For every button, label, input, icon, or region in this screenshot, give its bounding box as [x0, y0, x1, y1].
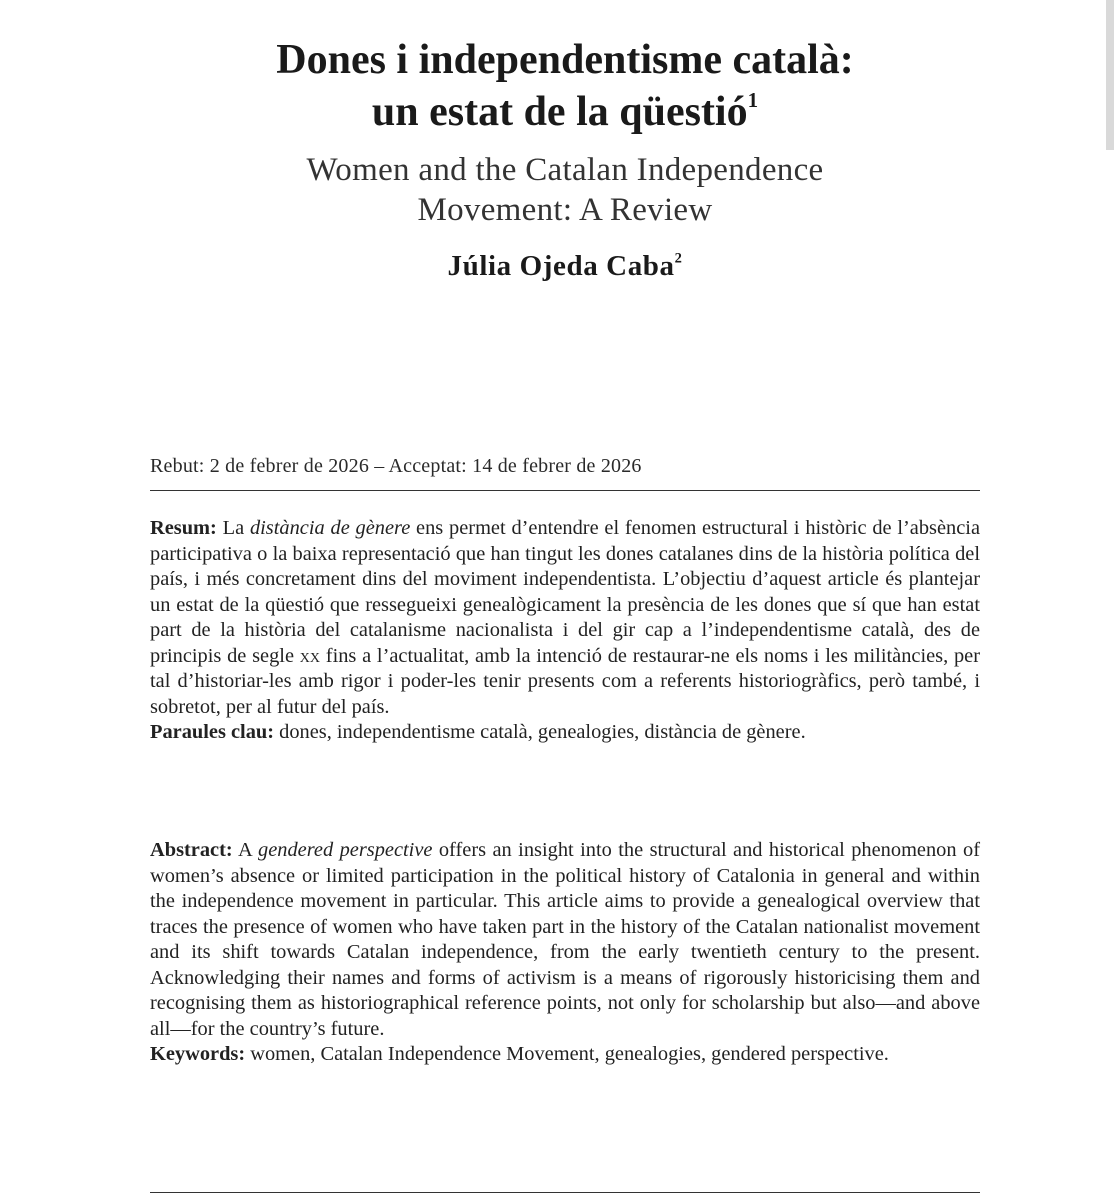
article-subtitle [150, 150, 980, 230]
resum-keywords [150, 720, 980, 746]
article-page [150, 34, 981, 1065]
author-name: Júlia Ojeda Caba [447, 250, 675, 282]
abstract-keywords [150, 1042, 980, 1068]
received-accepted-dates: Rebut: 2 de febrer de 2026 – Acceptat: 14 de febrer de 2026 [150, 455, 642, 477]
article-title [150, 34, 980, 138]
title-line-2: un estat de la qüestió [371, 89, 748, 135]
abstract-text-start: A [232, 839, 259, 861]
resum-text-start: La [216, 517, 250, 539]
resum-section [150, 516, 980, 746]
resum-italic-term: distància de gènere [249, 517, 411, 539]
abstract-text-end: offers an insight into the structural and historical phenomenon of women’s absence or limited participation in the political history of Catalonia in general and within the independence movement in particular. This article aims to provide a genealogical overview that traces the presence of women who have taken part in the history of the Catalan nationalist movement and its shift towards Catalan independence, from the early twentieth century to the present. Acknowledging their names and forms of activism is a means of rigorously historicising them and recognising them as historiographical reference points, not only for scholarship but also—and above all—for the country’s future. [150, 839, 980, 1040]
subtitle-line-1: Women and the Catalan Independence [306, 152, 824, 188]
abstract-italic-term: gendered perspective [258, 839, 433, 861]
resum-paragraph [150, 516, 980, 720]
article-author [150, 248, 980, 284]
abstract-keywords-text: women, Catalan Independence Movement, genealogies, gendered perspective. [245, 1043, 889, 1065]
title-footnote-marker[interactable]: 1 [747, 88, 759, 113]
top-divider [150, 490, 980, 491]
author-footnote-marker[interactable]: 2 [674, 250, 683, 267]
resum-keywords-label: Paraules clau: [150, 721, 275, 743]
abstract-section [150, 838, 980, 1068]
abstract-paragraph [150, 838, 980, 1042]
resum-label: Resum: [150, 517, 217, 539]
subtitle-line-2: Movement: A Review [417, 192, 713, 228]
resum-keywords-text: dones, independentisme català, genealogies, distància de gènere. [274, 721, 806, 743]
abstract-keywords-label: Keywords: [150, 1043, 246, 1065]
page-edge-mark [1106, 0, 1114, 150]
bottom-divider [150, 1192, 980, 1193]
resum-text-middle: ens permet d’entendre el fenomen estructural i històric de l’absència participativa o la baixa representació que han tingut les dones catalanes dins de la història política del país, i més concretament dins del moviment independentista. L’objectiu d’aquest article és plantejar un estat de la qüestió que ressegueixi genealògicament la presència de les dones que sí que han estat part de la història del catalanisme nacionalista i del gir cap a l’independentisme català, des de principis de segle [150, 517, 981, 667]
resum-text-end: fins a l’actualitat, amb la intenció de restaurar-ne els noms i les militàncies, per tal d’historiar-les amb rigor i poder-les tenir presents com a referents historiogràfics, però també, i sobretot, per al futur del país. [150, 644, 980, 718]
abstract-label: Abstract: [150, 839, 233, 861]
resum-century: xx [299, 644, 321, 667]
title-line-1: Dones i independentisme català: [276, 37, 854, 83]
